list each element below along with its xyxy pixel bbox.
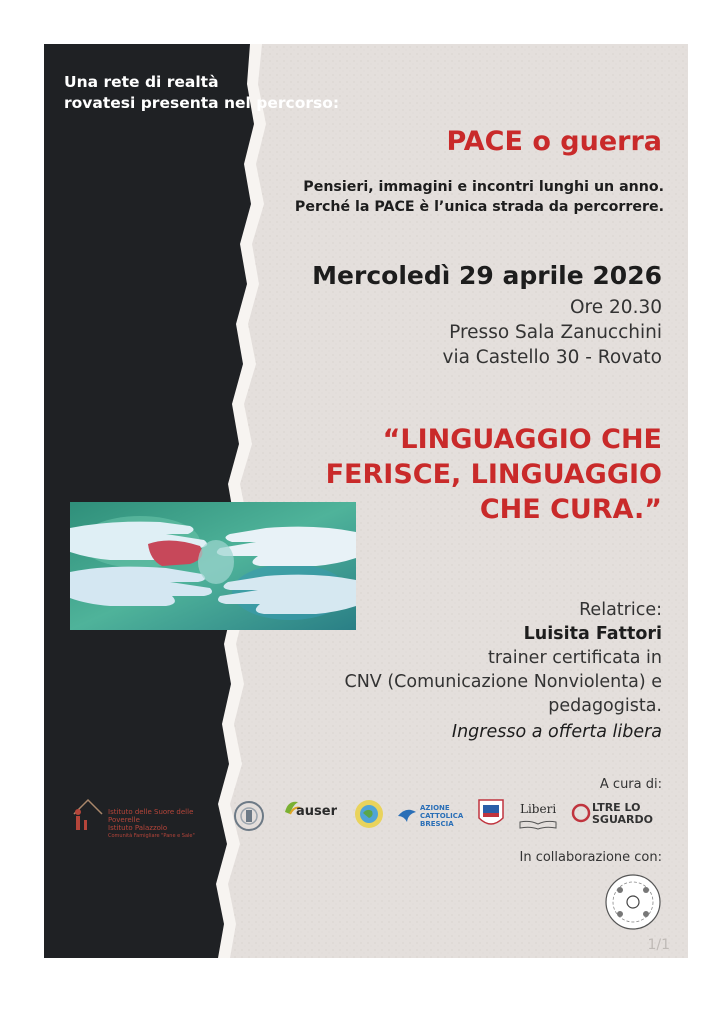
collaboration-label: In collaborazione con: <box>519 850 662 865</box>
suore-poverelle-logo <box>70 796 220 839</box>
book-icon <box>518 820 558 830</box>
talk-title-line-3: CHE CURA.” <box>479 494 662 525</box>
entry-fee-note: Ingresso a offerta libera <box>451 722 662 742</box>
oltre-line-2: SGUARDO <box>592 813 654 826</box>
shield-badge-logo <box>476 796 506 832</box>
azione-cattolica-logo <box>396 800 468 832</box>
poster <box>44 44 688 958</box>
intro-text <box>64 72 339 114</box>
speaker-label: Relatrice: <box>579 600 662 620</box>
azione-line-2: CATTOLICA <box>420 812 464 820</box>
event-address: via Castello 30 - Rovato <box>442 347 662 368</box>
organizers-label: A cura di: <box>599 777 662 792</box>
oltre-lo-sguardo-logo <box>570 800 664 830</box>
speaker-info <box>345 598 663 718</box>
talk-title-line-2: FERISCE, LINGUAGGIO <box>325 459 662 490</box>
auser-logo <box>282 798 344 834</box>
oltre-line-1: LTRE LO <box>592 801 641 814</box>
azione-line-1: AZIONE <box>420 804 450 812</box>
house-family-icon <box>70 796 106 836</box>
circle-emblem-logo <box>226 800 272 832</box>
talk-title-line-1: “LINGUAGGIO CHE <box>382 424 662 455</box>
speaker-name: Luisita Fattori <box>523 624 662 644</box>
talk-title <box>326 422 662 527</box>
series-subtitle <box>295 177 664 217</box>
speaker-name-line <box>345 598 663 646</box>
subtitle-line-1: Pensieri, immagini e incontri lunghi un anno. <box>303 179 664 195</box>
speaker-role-3: pedagogista. <box>548 696 662 716</box>
speaker-role-2: CNV (Comunicazione Nonviolenta) e <box>344 672 662 692</box>
earth-hands-logo <box>352 796 386 832</box>
intro-line-1: Una rete di realtà <box>64 73 219 91</box>
event-place: Presso Sala Zanucchini <box>449 322 662 343</box>
hands-illustration <box>70 502 356 630</box>
ring-icon <box>570 802 592 824</box>
azione-line-3: BRESCIA <box>420 820 454 828</box>
collaborator-circle-logo <box>600 872 666 932</box>
event-details <box>443 295 663 370</box>
dove-icon <box>396 804 418 826</box>
liberi-name: Liberi <box>520 802 557 816</box>
suore-line-3: Comunità Famigliare "Pane e Sale" <box>108 833 195 839</box>
intro-line-2: rovatesi presenta nel percorso: <box>64 94 340 112</box>
suore-line-2: Istituto Palazzolo <box>108 824 168 832</box>
subtitle-line-2: Perché la PACE è l’unica strada da percorrere. <box>294 199 664 215</box>
event-time: Ore 20.30 <box>570 297 662 318</box>
liberi-logo <box>518 798 562 832</box>
page-number: 1/1 <box>647 937 670 953</box>
suore-line-1: Istituto delle Suore delle Poverelle <box>108 808 194 824</box>
series-title: PACE o guerra <box>446 126 662 157</box>
event-date: Mercoledì 29 aprile 2026 <box>312 261 662 290</box>
speaker-role-1: trainer certificata in <box>487 648 662 668</box>
auser-name: auser <box>296 804 337 819</box>
